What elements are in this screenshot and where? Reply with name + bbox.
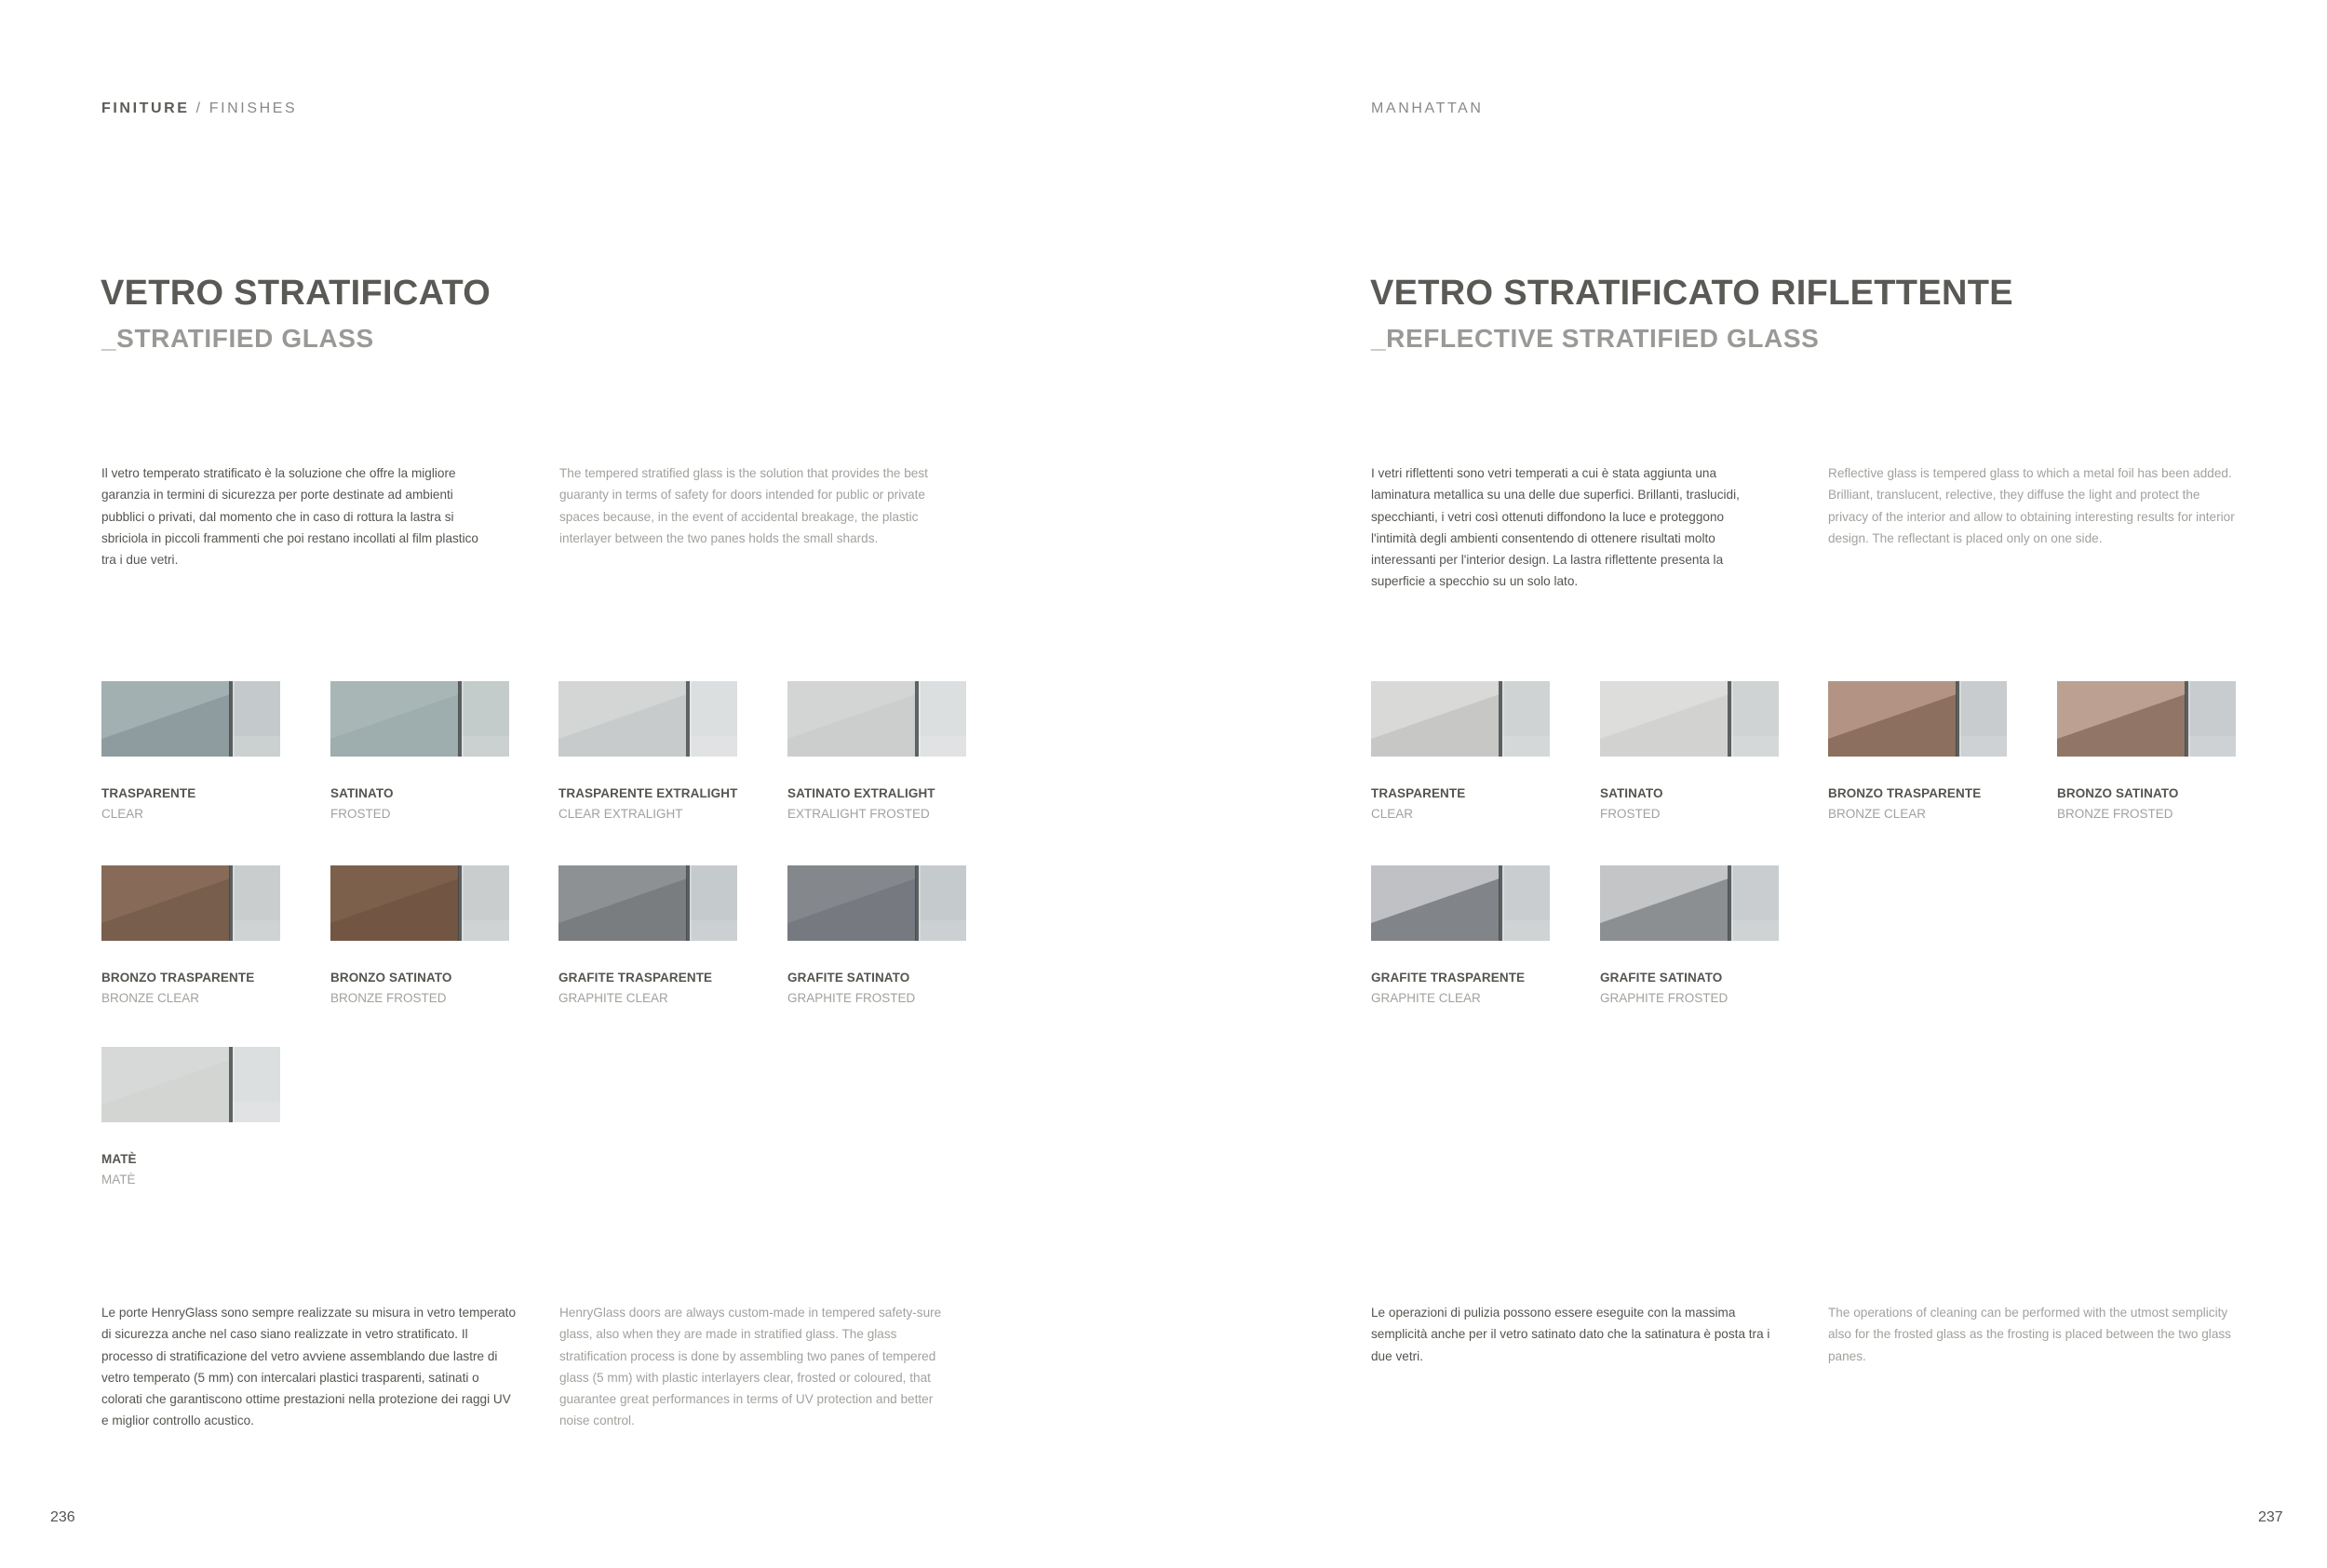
swatch-label: SATINATO [1600, 786, 1663, 800]
glass-swatch-image [787, 865, 966, 941]
swatch-label: TRASPARENTE EXTRALIGHT [558, 786, 738, 800]
glass-swatch-image [558, 865, 737, 941]
swatch-label: GRAFITE TRASPARENTE [558, 971, 713, 985]
swatch-label: SATINATO [330, 786, 394, 800]
right-intro-italian: I vetri riflettenti sono vetri temperati a cui è stata aggiunta una laminatura metallica su una delle due superfici. Brillanti, traslucidi, specchianti, i vetri così ottenuti diffondono la luce e proteggono l'intimità degli ambienti consentendo di ottenere risultati molto interessanti per l'interior design. La lastra riflettente presenta la superficie a specchio su un solo lato. [1371, 466, 1740, 589]
swatch-label: BRONZO SATINATO [2057, 786, 2179, 800]
swatch-label: SATINATO EXTRALIGHT [787, 786, 935, 800]
swatch-sublabel: GRAPHITE CLEAR [1371, 991, 1481, 1005]
right-intro-english: Reflective glass is tempered glass to which a metal foil has been added. Brilliant, translucent, relective, they diffuse the light and protect the privacy of the interior and allow to obtaining interesting results for interior design. The reflectant is placed only on one side. [1828, 466, 2235, 545]
swatch-item [1371, 865, 1550, 1005]
running-head-left-rest: / FINISHES [189, 101, 298, 116]
page-number-right: 237 [2258, 1509, 2283, 1525]
swatch-label: MATÈ [101, 1152, 137, 1166]
swatch-label: TRASPARENTE [101, 786, 196, 800]
swatch-label: GRAFITE TRASPARENTE [1371, 971, 1526, 985]
swatch-item [787, 865, 966, 1005]
swatch-item [558, 865, 737, 1005]
swatch-sublabel: BRONZE FROSTED [330, 991, 447, 1005]
glass-swatch-image [1600, 865, 1779, 941]
swatch-sublabel: CLEAR EXTRALIGHT [558, 807, 683, 821]
swatch-item [330, 681, 509, 821]
glass-swatch-image [330, 865, 509, 941]
left-title: VETRO STRATIFICATO [101, 274, 491, 313]
left-intro-italian: Il vetro temperato stratificato è la soluzione che offre la migliore garanzia in termini di sicurezza per porte destinate ad ambienti pubblici o privati, dal momento che in caso di rottura la lastra si sbriciola in piccoli frammenti che poi restano incollati al film plastico tra i due vetri. [101, 466, 478, 568]
glass-swatch-image [101, 1047, 280, 1122]
swatch-sublabel: CLEAR [101, 807, 144, 821]
right-footer-italian: Le operazioni di pulizia possono essere eseguite con la massima semplicità anche per il vetro satinato dato che la satinatura è posta tra i due vetri. [1371, 1306, 1770, 1363]
glass-swatch-image [101, 865, 280, 941]
swatch-item [101, 865, 280, 1005]
glass-swatch-image [558, 681, 737, 757]
swatch-sublabel: GRAPHITE FROSTED [1600, 991, 1728, 1005]
swatch-item [1828, 681, 2007, 821]
glass-swatch-image [787, 681, 966, 757]
swatch-label: BRONZO TRASPARENTE [101, 971, 255, 985]
right-subtitle: _REFLECTIVE STRATIFIED GLASS [1371, 324, 1820, 353]
glass-swatch-image [1371, 865, 1550, 941]
right-title: VETRO STRATIFICATO RIFLETTENTE [1370, 274, 2013, 313]
running-head-left-bold: FINITURE [101, 101, 190, 116]
swatch-label: BRONZO TRASPARENTE [1828, 786, 1982, 800]
swatch-item [330, 865, 509, 1005]
swatch-item [1600, 681, 1779, 821]
swatch-sublabel: BRONZE CLEAR [1828, 807, 1927, 821]
left-intro-english: The tempered stratified glass is the solution that provides the best guaranty in terms of safety for doors intended for public or private spaces because, in the event of accidental breakage, the plastic interlayer between the two panes holds the small shards. [559, 466, 928, 545]
glass-swatch-image [101, 681, 280, 757]
swatch-item [101, 1047, 280, 1186]
running-head-left [101, 101, 297, 117]
swatch-item [2057, 681, 2236, 821]
left-subtitle: _STRATIFIED GLASS [101, 324, 374, 353]
glass-swatch-image [330, 681, 509, 757]
swatch-sublabel: BRONZE FROSTED [2057, 807, 2173, 821]
swatch-item [1371, 681, 1550, 821]
swatch-sublabel: MATÈ [101, 1173, 136, 1186]
swatch-sublabel: FROSTED [330, 807, 391, 821]
swatch-sublabel: GRAPHITE CLEAR [558, 991, 668, 1005]
glass-swatch-image [1600, 681, 1779, 757]
swatch-item [101, 681, 280, 821]
swatch-item [558, 681, 737, 821]
glass-swatch-image [1371, 681, 1550, 757]
swatch-item [787, 681, 966, 821]
glass-swatch-image [2057, 681, 2236, 757]
swatch-item [1600, 865, 1779, 1005]
left-footer-italian: Le porte HenryGlass sono sempre realizzate su misura in vetro temperato di sicurezza anche nel caso siano realizzate in vetro stratificato. Il processo di stratificazione del vetro avviene assemblando due lastre di vetro temperato (5 mm) con intercalari plastici trasparenti, satinati o colorati che garantiscono ottime prestazioni nella protezione dei raggi UV e miglior controllo acustico. [101, 1306, 517, 1428]
glass-swatch-image [1828, 681, 2007, 757]
swatch-sublabel: GRAPHITE FROSTED [787, 991, 916, 1005]
swatch-sublabel: CLEAR [1371, 807, 1414, 821]
swatch-sublabel: FROSTED [1600, 807, 1661, 821]
swatch-sublabel: EXTRALIGHT FROSTED [787, 807, 930, 821]
running-head-right: MANHATTAN [1371, 101, 1484, 116]
left-footer-english: HenryGlass doors are always custom-made in tempered safety-sure glass, also when they are made in stratified glass. The glass stratification process is done by assembling two panes of tempered glass (5 mm) with plastic interlayers clear, frosted or coloured, that guarantee great performances in terms of UV protection and better noise control. [559, 1306, 942, 1428]
right-footer-english: The operations of cleaning can be performed with the utmost semplicity also for the frosted glass as the frosting is placed between the two glass panes. [1828, 1306, 2231, 1363]
swatch-label: TRASPARENTE [1371, 786, 1466, 800]
swatch-sublabel: BRONZE CLEAR [101, 991, 200, 1005]
swatch-label: GRAFITE SATINATO [787, 971, 910, 985]
swatch-label: BRONZO SATINATO [330, 971, 452, 985]
page-number-left: 236 [50, 1509, 75, 1525]
swatch-label: GRAFITE SATINATO [1600, 971, 1723, 985]
